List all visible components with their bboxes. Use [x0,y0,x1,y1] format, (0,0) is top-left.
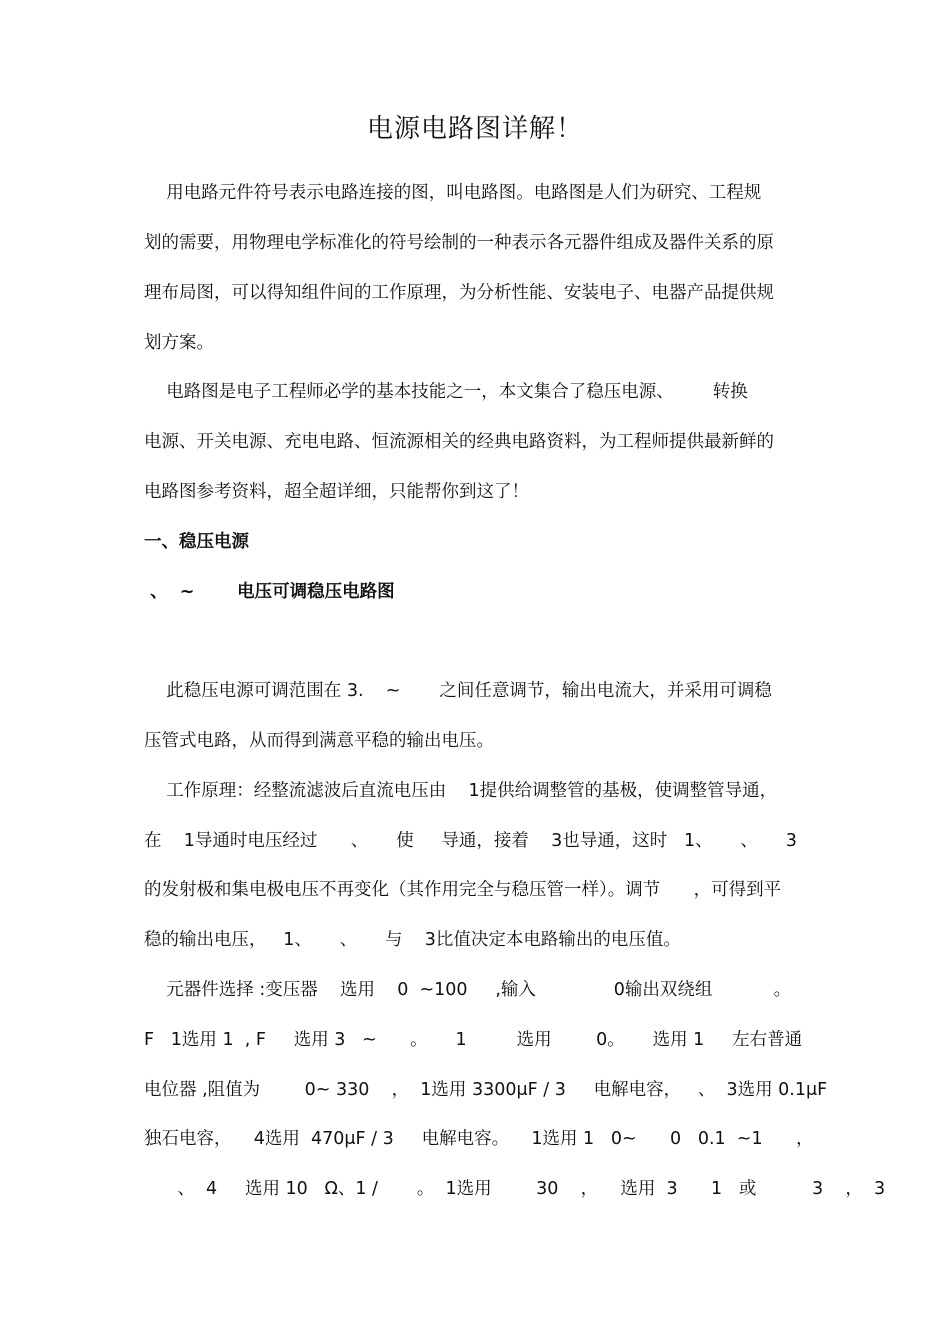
paragraph-line: 元器件选择 :变压器 选用 0 ~100 ,输入 0输出双绕组 。 [144,980,792,1000]
paragraph-line: 、 4 选用 10 Ω、1 / 。 1选用 30 ， 选用 3 1 或 3 ， 3 [144,1179,886,1199]
paragraph-line: 电路图参考资料，超全超详细，只能帮你到这了！ [144,482,529,502]
paragraph-line: 电位器 ,阻值为 0~ 330 ， 1选用 3300μF / 3 电解电容， 、 3选用 0.1μF [144,1080,828,1100]
paragraph-line: 用电路元件符号表示电路连接的图，叫电路图。电路图是人们为研究、工程规 [144,183,762,203]
paragraph-line: 稳的输出电压， 1、 、 与 3比值决定本电路输出的电压值。 [144,930,681,950]
subsection-heading: 、 ~ 电压可调稳压电路图 [144,582,395,602]
paragraph-line: 划的需要，用物理电学标准化的符号绘制的一种表示各元器件组成及器件关系的原 [144,233,774,253]
paragraph-line: F 1选用 1 , F 选用 3 ~ 。 1 选用 0。 选用 1 左右普通 [144,1030,803,1050]
paragraph-line: 此稳压电源可调范围在 3. ~ 之间任意调节，输出电流大，并采用可调稳 [144,681,772,701]
section-heading: 一、稳压电源 [144,532,249,552]
page-title: 电源电路图详解！ [366,114,583,144]
paragraph-line: 理布局图，可以得知组件间的工作原理，为分析性能、安装电子、电器产品提供规 [144,283,774,303]
paragraph-line: 独石电容， 4选用 470μF / 3 电解电容。 1选用 1 0~ 0 0.1 ~1 ， [144,1129,814,1149]
paragraph-line: 在 1导通时电压经过 、 使 导通，接着 3也导通，这时 1、 、 3 [144,831,797,851]
paragraph-line: 电路图是电子工程师必学的基本技能之一，本文集合了稳压电源、 转换 [144,382,748,402]
paragraph-line: 电源、开关电源、充电电路、恒流源相关的经典电路资料，为工程师提供最新鲜的 [144,432,774,452]
paragraph-line: 的发射极和集电极电压不再变化（其作用完全与稳压管一样）。调节 ，可得到平 [144,880,782,900]
paragraph-line: 压管式电路，从而得到满意平稳的输出电压。 [144,731,494,751]
paragraph-line: 工作原理：经整流滤波后直流电压由 1提供给调整管的基极，使调整管导通， [144,781,778,801]
paragraph-line: 划方案。 [144,333,214,353]
